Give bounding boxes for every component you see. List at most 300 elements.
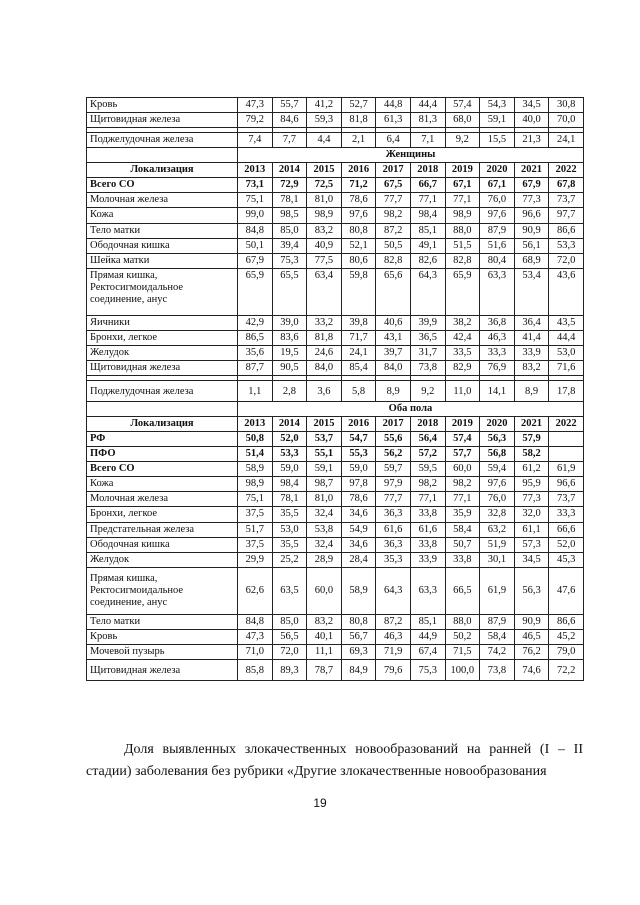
table-row — [87, 208, 584, 223]
value-cell: 40,6 — [376, 315, 411, 330]
value-cell: 57,3 — [514, 537, 549, 552]
value-cell: 76,9 — [480, 360, 515, 375]
value-cell: 81,0 — [307, 492, 342, 507]
table-row — [87, 447, 584, 462]
value-cell: 35,6 — [238, 345, 273, 360]
value-cell: 82,6 — [410, 253, 445, 268]
value-cell: 77,3 — [514, 492, 549, 507]
table-row — [87, 629, 584, 644]
row-label: Ободочная кишка — [87, 238, 238, 253]
value-cell: 61,6 — [410, 522, 445, 537]
value-cell: 50,8 — [238, 432, 273, 447]
value-cell: 39,8 — [341, 315, 376, 330]
value-cell: 42,9 — [238, 315, 273, 330]
value-cell: 77,1 — [410, 193, 445, 208]
value-cell: 49,1 — [410, 238, 445, 253]
value-cell: 3,6 — [307, 380, 342, 401]
value-cell: 67,9 — [514, 178, 549, 193]
value-cell: 100,0 — [445, 659, 480, 680]
value-cell: 84,0 — [376, 360, 411, 375]
value-cell: 2,1 — [341, 133, 376, 148]
value-cell: 28,9 — [307, 552, 342, 567]
value-cell: 60,0 — [307, 567, 342, 614]
value-cell: 51,7 — [238, 522, 273, 537]
value-cell: 9,2 — [410, 380, 445, 401]
value-cell: 53,0 — [549, 345, 584, 360]
row-label: Шейка матки — [87, 253, 238, 268]
section-blank-cell — [87, 148, 238, 163]
year-header: 2021 — [514, 163, 549, 178]
value-cell: 88,0 — [445, 223, 480, 238]
value-cell: 62,6 — [238, 567, 273, 614]
value-cell: 55,7 — [272, 98, 307, 113]
row-label: Щитовидная железа — [87, 360, 238, 375]
value-cell: 81,3 — [410, 113, 445, 128]
value-cell: 79,0 — [549, 644, 584, 659]
table-row — [87, 614, 584, 629]
year-header: 2016 — [341, 163, 376, 178]
value-cell: 30,1 — [480, 552, 515, 567]
value-cell: 33,8 — [445, 552, 480, 567]
value-cell: 61,6 — [376, 522, 411, 537]
value-cell: 80,8 — [341, 223, 376, 238]
table-row — [87, 567, 584, 614]
value-cell: 56,1 — [514, 238, 549, 253]
value-cell: 56,8 — [480, 447, 515, 462]
value-cell: 8,9 — [376, 380, 411, 401]
value-cell: 83,2 — [307, 614, 342, 629]
value-cell: 25,2 — [272, 552, 307, 567]
value-cell: 24,1 — [549, 133, 584, 148]
value-cell: 60,0 — [445, 462, 480, 477]
value-cell: 68,9 — [514, 253, 549, 268]
value-cell: 63,3 — [410, 567, 445, 614]
value-cell: 40,9 — [307, 238, 342, 253]
value-cell: 97,7 — [549, 208, 584, 223]
value-cell: 71,0 — [238, 644, 273, 659]
year-header: 2022 — [549, 417, 584, 432]
value-cell: 98,2 — [376, 208, 411, 223]
value-cell: 29,9 — [238, 552, 273, 567]
table-row — [87, 238, 584, 253]
value-cell: 65,9 — [238, 268, 273, 315]
value-cell: 77,1 — [410, 492, 445, 507]
value-cell: 52,0 — [549, 537, 584, 552]
value-cell: 33,2 — [307, 315, 342, 330]
value-cell: 53,3 — [549, 238, 584, 253]
value-cell: 35,5 — [272, 507, 307, 522]
value-cell: 57,2 — [410, 447, 445, 462]
value-cell: 36,4 — [514, 315, 549, 330]
table-row — [87, 193, 584, 208]
table-row — [87, 507, 584, 522]
value-cell — [549, 432, 584, 447]
value-cell: 66,5 — [445, 567, 480, 614]
value-cell: 71,2 — [341, 178, 376, 193]
value-cell: 58,2 — [514, 447, 549, 462]
year-header: 2016 — [341, 417, 376, 432]
value-cell: 67,1 — [480, 178, 515, 193]
row-label: Всего СО — [87, 462, 238, 477]
table-row — [87, 345, 584, 360]
value-cell: 98,4 — [410, 208, 445, 223]
value-cell: 36,8 — [480, 315, 515, 330]
value-cell: 87,7 — [238, 360, 273, 375]
value-cell: 2,8 — [272, 380, 307, 401]
value-cell: 50,2 — [445, 629, 480, 644]
value-cell: 82,8 — [445, 253, 480, 268]
value-cell: 64,3 — [410, 268, 445, 315]
value-cell: 21,3 — [514, 133, 549, 148]
value-cell: 73,8 — [410, 360, 445, 375]
value-cell: 72,5 — [307, 178, 342, 193]
value-cell: 58,4 — [480, 629, 515, 644]
value-cell: 86,6 — [549, 614, 584, 629]
header-row — [87, 417, 584, 432]
section-title: Оба пола — [238, 402, 584, 417]
value-cell: 61,9 — [480, 567, 515, 614]
value-cell: 72,0 — [549, 253, 584, 268]
value-cell: 33,5 — [445, 345, 480, 360]
value-cell: 85,1 — [410, 223, 445, 238]
year-header: 2017 — [376, 417, 411, 432]
value-cell: 85,8 — [238, 659, 273, 680]
value-cell: 67,1 — [445, 178, 480, 193]
value-cell: 53,4 — [514, 268, 549, 315]
value-cell: 34,5 — [514, 552, 549, 567]
value-cell: 90,9 — [514, 223, 549, 238]
value-cell: 80,8 — [341, 614, 376, 629]
value-cell: 19,5 — [272, 345, 307, 360]
value-cell: 56,3 — [480, 432, 515, 447]
value-cell: 85,1 — [410, 614, 445, 629]
value-cell: 40,0 — [514, 113, 549, 128]
value-cell: 72,2 — [549, 659, 584, 680]
value-cell: 84,9 — [341, 659, 376, 680]
value-cell: 82,8 — [376, 253, 411, 268]
value-cell: 71,9 — [376, 644, 411, 659]
table-row — [87, 492, 584, 507]
value-cell: 50,5 — [376, 238, 411, 253]
value-cell: 73,7 — [549, 492, 584, 507]
value-cell: 68,0 — [445, 113, 480, 128]
value-cell: 76,2 — [514, 644, 549, 659]
year-header: 2019 — [445, 417, 480, 432]
row-label: Молочная железа — [87, 193, 238, 208]
value-cell: 57,7 — [445, 447, 480, 462]
value-cell: 45,3 — [549, 552, 584, 567]
value-cell: 57,9 — [514, 432, 549, 447]
value-cell: 61,9 — [549, 462, 584, 477]
value-cell: 77,1 — [445, 193, 480, 208]
row-label: Желудок — [87, 345, 238, 360]
value-cell: 24,6 — [307, 345, 342, 360]
value-cell: 64,3 — [376, 567, 411, 614]
value-cell: 77,1 — [445, 492, 480, 507]
data-table — [86, 97, 584, 681]
table-row — [87, 644, 584, 659]
value-cell: 28,4 — [341, 552, 376, 567]
value-cell: 55,3 — [341, 447, 376, 462]
value-cell: 59,4 — [480, 462, 515, 477]
value-cell: 33,8 — [410, 507, 445, 522]
value-cell: 78,6 — [341, 492, 376, 507]
row-label: Поджелудочная железа — [87, 133, 238, 148]
value-cell: 63,3 — [480, 268, 515, 315]
value-cell: 75,1 — [238, 193, 273, 208]
value-cell: 32,0 — [514, 507, 549, 522]
value-cell: 35,5 — [272, 537, 307, 552]
value-cell: 14,1 — [480, 380, 515, 401]
table-row — [87, 432, 584, 447]
table-row — [87, 253, 584, 268]
row-label: Всего СО — [87, 178, 238, 193]
year-header: 2013 — [238, 417, 273, 432]
value-cell: 87,9 — [480, 223, 515, 238]
year-header: 2014 — [272, 417, 307, 432]
section-blank-cell — [87, 402, 238, 417]
value-cell: 67,8 — [549, 178, 584, 193]
value-cell: 50,1 — [238, 238, 273, 253]
table-row — [87, 268, 584, 315]
value-cell: 89,3 — [272, 659, 307, 680]
value-cell: 97,9 — [376, 477, 411, 492]
value-cell: 85,0 — [272, 614, 307, 629]
value-cell: 76,0 — [480, 492, 515, 507]
value-cell: 24,1 — [341, 345, 376, 360]
value-cell: 59,8 — [341, 268, 376, 315]
value-cell: 51,5 — [445, 238, 480, 253]
value-cell: 78,6 — [341, 193, 376, 208]
value-cell: 78,1 — [272, 193, 307, 208]
value-cell: 17,8 — [549, 380, 584, 401]
row-label: Кровь — [87, 629, 238, 644]
value-cell: 79,2 — [238, 113, 273, 128]
value-cell: 79,6 — [376, 659, 411, 680]
year-header: 2013 — [238, 163, 273, 178]
value-cell: 47,3 — [238, 629, 273, 644]
value-cell: 11,0 — [445, 380, 480, 401]
value-cell: 44,8 — [376, 98, 411, 113]
value-cell: 31,7 — [410, 345, 445, 360]
row-label: Мочевой пузырь — [87, 644, 238, 659]
value-cell: 47,3 — [238, 98, 273, 113]
value-cell: 58,9 — [341, 567, 376, 614]
row-label: Ободочная кишка — [87, 537, 238, 552]
value-cell: 40,1 — [307, 629, 342, 644]
value-cell: 85,4 — [341, 360, 376, 375]
row-label: Кровь — [87, 98, 238, 113]
value-cell: 41,4 — [514, 330, 549, 345]
value-cell: 44,9 — [410, 629, 445, 644]
value-cell: 97,6 — [480, 208, 515, 223]
value-cell: 82,9 — [445, 360, 480, 375]
value-cell — [549, 447, 584, 462]
value-cell: 72,9 — [272, 178, 307, 193]
value-cell: 58,4 — [445, 522, 480, 537]
value-cell: 59,0 — [272, 462, 307, 477]
value-cell: 41,2 — [307, 98, 342, 113]
value-cell: 59,1 — [307, 462, 342, 477]
table-row — [87, 330, 584, 345]
value-cell: 76,0 — [480, 193, 515, 208]
body-paragraph: Доля выявленных злокачественных новообразований на ранней (I – II стадии) заболевания без рубрики «Другие злокачественные новообразования — [86, 742, 583, 779]
row-label: Щитовидная железа — [87, 113, 238, 128]
value-cell: 7,7 — [272, 133, 307, 148]
value-cell: 53,3 — [272, 447, 307, 462]
value-cell: 35,3 — [376, 552, 411, 567]
value-cell: 33,8 — [410, 537, 445, 552]
value-cell: 75,3 — [410, 659, 445, 680]
value-cell: 63,5 — [272, 567, 307, 614]
value-cell: 98,4 — [272, 477, 307, 492]
value-cell: 90,5 — [272, 360, 307, 375]
value-cell: 39,9 — [410, 315, 445, 330]
table-body — [87, 98, 584, 681]
table-row — [87, 522, 584, 537]
value-cell: 53,0 — [272, 522, 307, 537]
value-cell: 66,6 — [549, 522, 584, 537]
value-cell: 84,6 — [272, 113, 307, 128]
value-cell: 96,6 — [549, 477, 584, 492]
value-cell: 32,4 — [307, 507, 342, 522]
row-label: Желудок — [87, 552, 238, 567]
year-header: 2015 — [307, 163, 342, 178]
value-cell: 55,1 — [307, 447, 342, 462]
header-label: Локализация — [87, 417, 238, 432]
value-cell: 8,9 — [514, 380, 549, 401]
row-label: Тело матки — [87, 614, 238, 629]
year-header: 2018 — [410, 163, 445, 178]
row-label: ПФО — [87, 447, 238, 462]
value-cell: 73,8 — [480, 659, 515, 680]
value-cell: 56,5 — [272, 629, 307, 644]
value-cell: 57,4 — [445, 98, 480, 113]
year-header: 2018 — [410, 417, 445, 432]
value-cell: 81,0 — [307, 193, 342, 208]
value-cell: 75,3 — [272, 253, 307, 268]
value-cell: 9,2 — [445, 133, 480, 148]
section-row — [87, 148, 584, 163]
table-row — [87, 360, 584, 375]
value-cell: 99,0 — [238, 208, 273, 223]
value-cell: 5,8 — [341, 380, 376, 401]
value-cell: 56,4 — [410, 432, 445, 447]
value-cell: 34,6 — [341, 507, 376, 522]
table-row — [87, 113, 584, 128]
row-label: Поджелудочная железа — [87, 380, 238, 401]
value-cell: 32,4 — [307, 537, 342, 552]
table-row — [87, 223, 584, 238]
value-cell: 52,7 — [341, 98, 376, 113]
value-cell: 78,7 — [307, 659, 342, 680]
value-cell: 4,4 — [307, 133, 342, 148]
value-cell: 65,6 — [376, 268, 411, 315]
value-cell: 90,9 — [514, 614, 549, 629]
value-cell: 43,6 — [549, 268, 584, 315]
value-cell: 98,5 — [272, 208, 307, 223]
value-cell: 66,7 — [410, 178, 445, 193]
value-cell: 97,6 — [480, 477, 515, 492]
value-cell: 71,5 — [445, 644, 480, 659]
value-cell: 96,6 — [514, 208, 549, 223]
value-cell: 97,6 — [341, 208, 376, 223]
year-header: 2017 — [376, 163, 411, 178]
value-cell: 86,5 — [238, 330, 273, 345]
value-cell: 97,8 — [341, 477, 376, 492]
value-cell: 98,2 — [410, 477, 445, 492]
value-cell: 11,1 — [307, 644, 342, 659]
value-cell: 87,2 — [376, 223, 411, 238]
value-cell: 84,0 — [307, 360, 342, 375]
value-cell: 85,0 — [272, 223, 307, 238]
value-cell: 98,7 — [307, 477, 342, 492]
table-row — [87, 477, 584, 492]
value-cell: 65,9 — [445, 268, 480, 315]
value-cell: 54,9 — [341, 522, 376, 537]
value-cell: 61,2 — [514, 462, 549, 477]
value-cell: 83,2 — [514, 360, 549, 375]
value-cell: 83,2 — [307, 223, 342, 238]
row-label: Бронхи, легкое — [87, 330, 238, 345]
value-cell: 1,1 — [238, 380, 273, 401]
value-cell: 7,1 — [410, 133, 445, 148]
row-label: Прямая кишка, Ректосигмоидальное соединение, анус — [87, 268, 238, 315]
year-header: 2019 — [445, 163, 480, 178]
value-cell: 59,7 — [376, 462, 411, 477]
value-cell: 67,9 — [238, 253, 273, 268]
value-cell: 81,8 — [341, 113, 376, 128]
value-cell: 35,9 — [445, 507, 480, 522]
value-cell: 80,6 — [341, 253, 376, 268]
value-cell: 44,4 — [549, 330, 584, 345]
value-cell: 67,5 — [376, 178, 411, 193]
value-cell: 51,9 — [480, 537, 515, 552]
row-label: Молочная железа — [87, 492, 238, 507]
year-header: 2022 — [549, 163, 584, 178]
value-cell: 98,2 — [445, 477, 480, 492]
value-cell: 57,4 — [445, 432, 480, 447]
value-cell: 45,2 — [549, 629, 584, 644]
value-cell: 58,9 — [238, 462, 273, 477]
value-cell: 54,7 — [341, 432, 376, 447]
year-header: 2020 — [480, 417, 515, 432]
value-cell: 39,0 — [272, 315, 307, 330]
value-cell: 63,2 — [480, 522, 515, 537]
value-cell: 33,9 — [410, 552, 445, 567]
value-cell: 33,3 — [480, 345, 515, 360]
value-cell: 71,7 — [341, 330, 376, 345]
value-cell: 52,1 — [341, 238, 376, 253]
value-cell: 32,8 — [480, 507, 515, 522]
value-cell: 39,7 — [376, 345, 411, 360]
value-cell: 84,8 — [238, 614, 273, 629]
value-cell: 77,3 — [514, 193, 549, 208]
value-cell: 55,6 — [376, 432, 411, 447]
value-cell: 98,9 — [238, 477, 273, 492]
value-cell: 88,0 — [445, 614, 480, 629]
value-cell: 74,6 — [514, 659, 549, 680]
value-cell: 53,8 — [307, 522, 342, 537]
value-cell: 46,5 — [514, 629, 549, 644]
table-row — [87, 133, 584, 148]
value-cell: 42,4 — [445, 330, 480, 345]
value-cell: 59,3 — [307, 113, 342, 128]
value-cell: 75,1 — [238, 492, 273, 507]
value-cell: 37,5 — [238, 507, 273, 522]
value-cell: 59,1 — [480, 113, 515, 128]
value-cell: 83,6 — [272, 330, 307, 345]
